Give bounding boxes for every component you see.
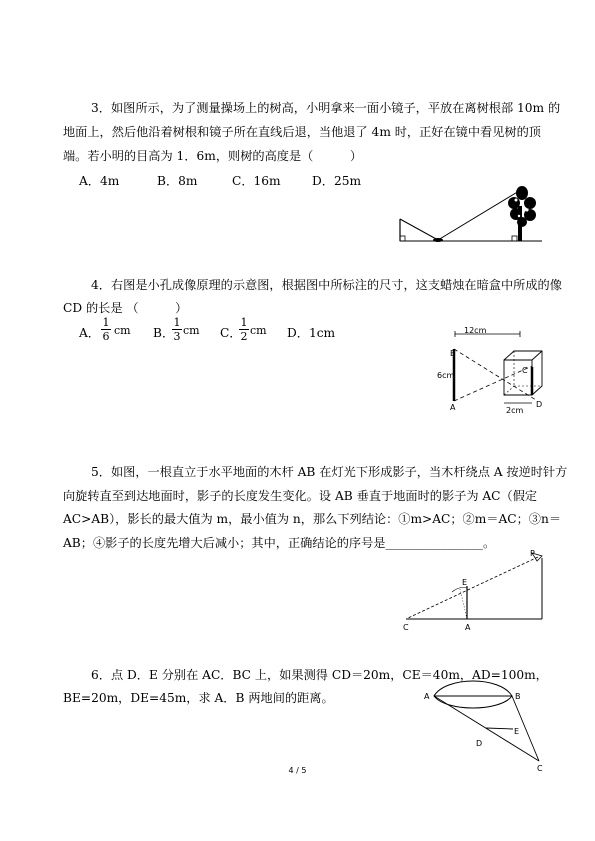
q4-dim-bottom: 2cm (506, 406, 524, 415)
q5-line-1: 5．如图，一根直立于水平地面的木杆 AB 在灯光下形成影子，当木杆绕点 A 按逆时针方 (91, 465, 568, 479)
q5-label-c: C (403, 623, 409, 632)
q4-option-a-letter: A． (79, 326, 100, 340)
q5-line-3: AC>AB），影长的最大值为 m，最小值为 n，那么下列结论：①m>AC；②m＝AC；③n＝ (63, 512, 562, 526)
q3-option-d: D．25m (312, 174, 362, 188)
q3-line-1: 3．如图所示，为了测量操场上的树高，小明拿来一面小镜子，平放在离树根部 10m 的 (91, 101, 561, 115)
q4-option-b-letter: B． (153, 326, 175, 340)
q6-label-b: B (515, 692, 521, 701)
q4-option-a-den: 6 (102, 330, 110, 343)
q4-dim-left: 6cm (437, 371, 455, 380)
q5-label-e: E (462, 578, 468, 587)
q4-option-b-den: 3 (173, 330, 181, 343)
q4-option-c-num: 1 (240, 316, 248, 329)
q4-label-d: D (536, 400, 543, 409)
q4-option-c-letter: C． (220, 326, 242, 340)
q3-option-c: C．16m (232, 174, 281, 188)
q6-label-c: C (537, 764, 543, 773)
q5-label-p: P (530, 549, 535, 558)
page-number: 4 / 5 (288, 766, 307, 775)
q6-label-a: A (424, 692, 430, 701)
q3-option-b: B．8m (157, 174, 198, 188)
q6-line-1: 6．点 D．E 分别在 AC．BC 上，如果测得 CD＝20m，CE＝40m，AD=100m， (91, 668, 548, 682)
q3-line-2: 地面上，然后他沿着树根和镜子所在直线后退，当他退了 4m 时，正好在镜中看见树的顶 (63, 125, 541, 139)
q4-line-1: 4．右图是小孔成像原理的示意图，根据图中所标注的尺寸，这支蜡烛在暗盒中所成的像 (91, 278, 562, 292)
q4-option-c-unit: cm (250, 324, 267, 337)
q4-option-a-num: 1 (102, 316, 110, 329)
q4-label-b: B (450, 349, 456, 358)
q3-option-a: A．4m (79, 174, 120, 188)
q6-label-e: E (514, 727, 520, 736)
q3-line-3: 端。若小明的目高为 1．6m，则树的高度是（ ） (63, 149, 363, 163)
q6-line-2: BE=20m，DE=45m，求 A．B 两地间的距离。 (63, 691, 334, 705)
q4-option-b-unit: cm (183, 324, 200, 337)
q4-dim-top: 12cm (464, 326, 487, 335)
q4-option-b-num: 1 (173, 316, 181, 329)
q4-label-a: A (450, 403, 456, 412)
q4-line-2: CD 的长是 （ ） (63, 301, 188, 315)
q4-label-c: C (522, 366, 528, 375)
q5-line-2: 向旋转直至到达地面时，影子的长度发生变化。设 AB 垂直于地面时的影子为 AC（假定 (63, 489, 538, 503)
q5-line-4: AB；④影子的长度先增大后减小；其中，正确结论的序号是________________。 (63, 536, 496, 550)
q4-option-d: D．1cm (287, 326, 336, 340)
q6-label-d: D (476, 739, 483, 748)
q4-option-a-unit: cm (114, 324, 131, 337)
q4-option-c-den: 2 (240, 330, 248, 343)
q5-label-a: A (465, 623, 471, 632)
